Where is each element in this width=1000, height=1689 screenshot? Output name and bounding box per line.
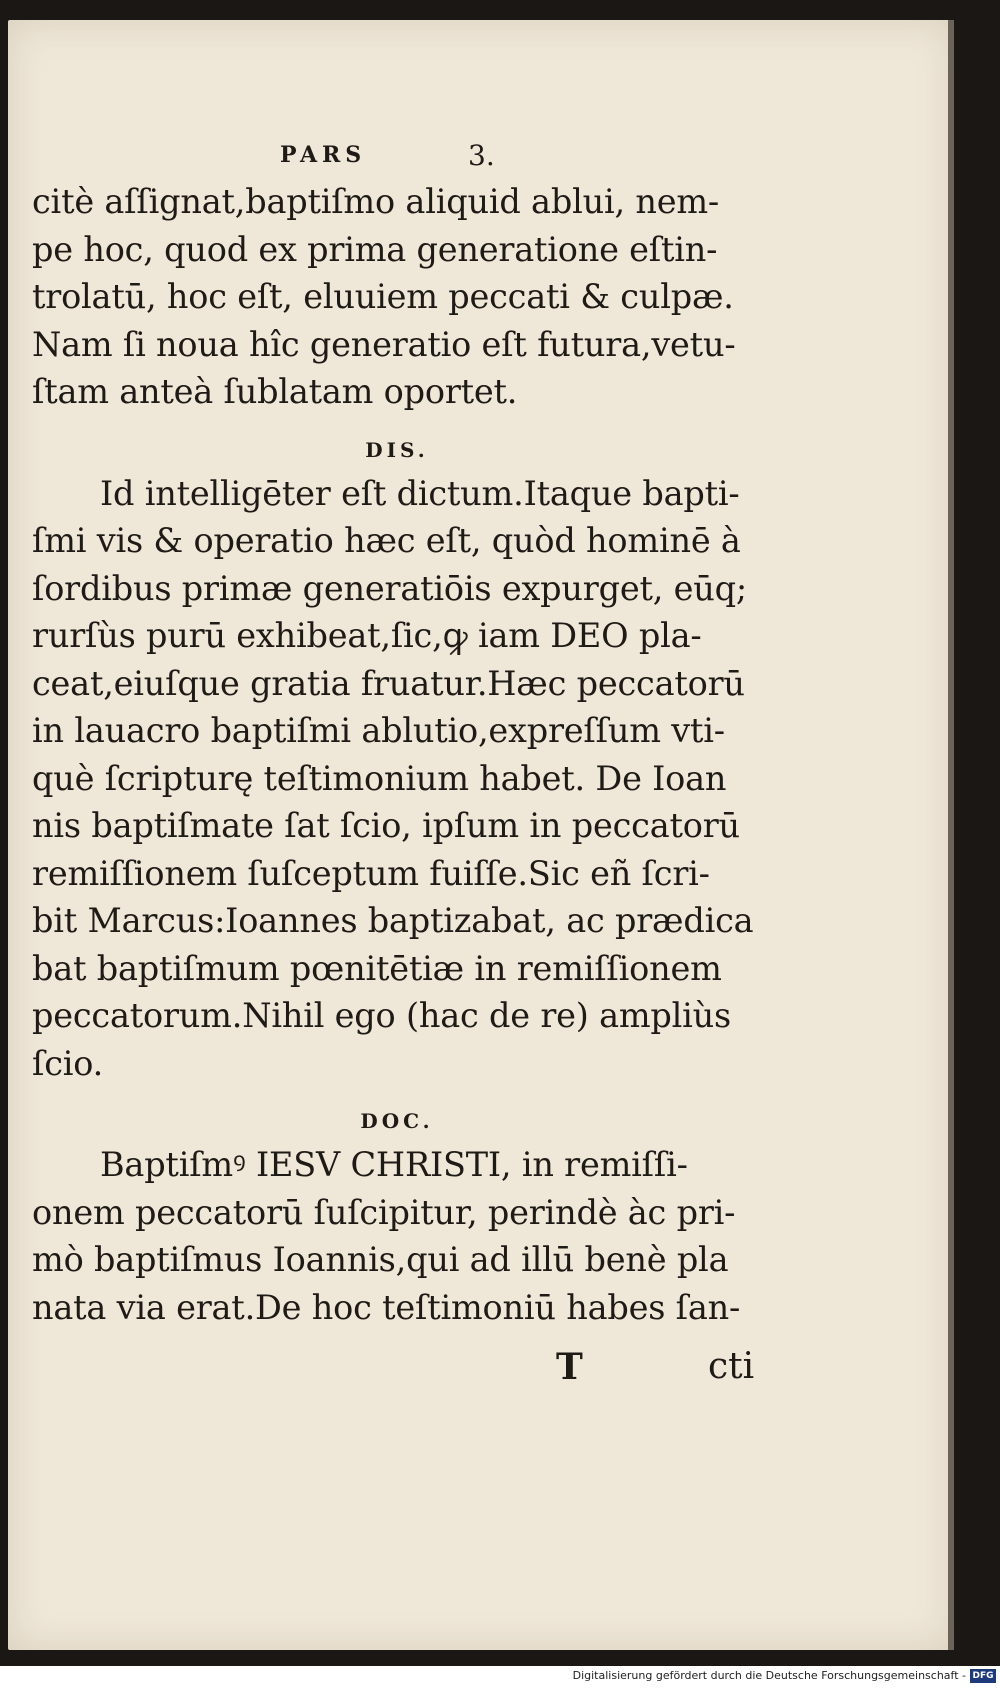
text-line: onem peccatorū ſuſcipitur, perindè àc pri-: [32, 1192, 736, 1232]
text-line: Nam ſi noua hîc generatio eſt futura,vetu-: [32, 324, 736, 364]
text-line: ſcio.: [32, 1043, 104, 1083]
text-line: ſordibus primæ generatiōis expurget, eūq;: [32, 568, 747, 608]
text-line: Baptiſmꝰ IESV CHRISTI, in remiſſi-: [100, 1145, 688, 1184]
text-line: nis baptiſmate ſat ſcio, ipſum in peccatorū: [32, 806, 740, 845]
text-line: Id intelligēter eſt dictum.Itaque bapti-: [100, 473, 740, 513]
funding-credit: Digitalisierung gefördert durch die Deutsche Forschungsgemeinschaft -: [572, 1669, 966, 1682]
signature-mark: T: [556, 1346, 583, 1388]
speaker-label-dis: DIS.: [365, 437, 429, 462]
text-line: remiſſionem ſuſceptum fuiſſe.Sic eñ ſcri-: [32, 853, 710, 893]
page-text: [32, 178, 762, 1331]
text-line: mò baptiſmus Ioannis,qui ad illū benè pla: [32, 1240, 729, 1279]
text-line: ſmi vis & operatio hæc eſt, quòd hominē à: [32, 521, 741, 560]
book-page: [8, 20, 954, 1650]
text-line: citè aſſignat,baptiſmo aliquid ablui, nem-: [32, 182, 720, 221]
text-line: què ſcripturę teſtimonium habet. De Ioan: [32, 758, 727, 798]
text-line: ceat,eiuſque gratia fruatur.Hæc peccatorū: [32, 663, 745, 703]
dfg-logo: DFG: [970, 1669, 996, 1683]
text-line: peccatorum.Nihil ego (hac de re) ampliùs: [32, 996, 732, 1035]
text-line: ſtam anteà ſublatam oportet.: [32, 372, 518, 411]
text-line: nata via erat.De hoc teſtimoniū habes ſan-: [32, 1287, 741, 1327]
running-head-title: PARS: [280, 142, 367, 168]
catchword: cti: [708, 1346, 755, 1387]
text-line: bit Marcus:Ioannes baptizabat, ac prædica: [32, 901, 754, 940]
text-line: rurſùs purū exhibeat,ſic,ꝙ iam DEO pla-: [32, 616, 702, 655]
speaker-label-doc: DOC.: [360, 1109, 434, 1133]
part-number: 3.: [468, 139, 495, 172]
text-line: pe hoc, quod ex prima generatione eſtin-: [32, 229, 718, 269]
text-line: trolatū, hoc eſt, eluuiem peccati & culpæ.: [32, 277, 734, 316]
text-line: in lauacro baptiſmi ablutio,expreſſum vti-: [32, 711, 725, 750]
text-line: bat baptiſmum pœnitētiæ in remiſſionem: [32, 948, 722, 988]
digitization-footer: [0, 1666, 1000, 1689]
